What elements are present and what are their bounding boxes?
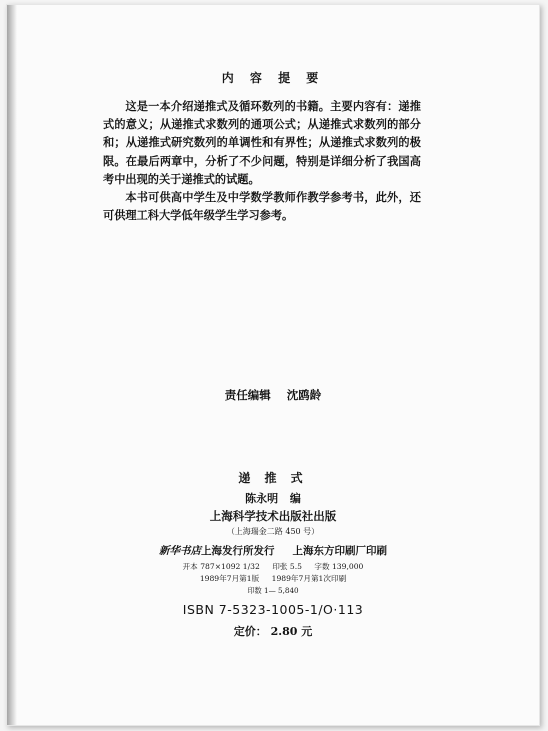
book-page bbox=[6, 4, 540, 726]
distributor-store: 新华书店 bbox=[159, 545, 201, 557]
print-run: 印数 1— 5,840 bbox=[247, 586, 299, 595]
edition: 1989年7月第1版 bbox=[199, 574, 260, 583]
specs-line-2 bbox=[7, 573, 539, 584]
publisher-address: （上海瑞金二路 450 号） bbox=[226, 527, 320, 536]
book-title: 递 推 式 bbox=[238, 471, 308, 485]
summary-title: 内 容 提 要 bbox=[221, 71, 325, 85]
word-count: 字数 139,000 bbox=[314, 562, 364, 571]
printing: 1989年7月第1次印刷 bbox=[271, 574, 347, 583]
summary-paragraph: 这是一本介绍递推式及循环数列的书籍。主要内容有：递推式的意义；从递推式求数列的通项公式；从递推式求数列的部分和；从递推式研究数列的单调性和有界性；从递推式求数列的极限。在最后两章中，分析了不少问题，特别是详细分析了我国高考中出现的关于递推式的试题。 bbox=[103, 99, 421, 186]
summary-body bbox=[103, 97, 421, 224]
specs-line-1 bbox=[7, 561, 539, 572]
distribution-line bbox=[7, 543, 539, 558]
page-fold-shadow bbox=[7, 5, 17, 725]
format-spec: 开本 787×1092 1/32 bbox=[182, 562, 260, 571]
distributor: 上海发行所发行 bbox=[201, 545, 275, 557]
printer: 上海东方印刷厂印刷 bbox=[292, 545, 387, 557]
price: 定价： 2.80 元 bbox=[233, 625, 313, 638]
responsible-editor: 责任编辑 沈鸥龄 bbox=[224, 388, 322, 402]
sheets-spec: 印张 5.5 bbox=[272, 562, 302, 571]
isbn: ISBN 7-5323-1005-1/O·113 bbox=[182, 602, 364, 617]
publisher: 上海科学技术出版社出版 bbox=[209, 509, 337, 523]
summary-paragraph: 本书可供高中学生及中学数学教师作教学参考书，此外，还可供理工科大学低年级学生学习参考。 bbox=[103, 190, 421, 223]
author: 陈永明 编 bbox=[245, 492, 301, 505]
